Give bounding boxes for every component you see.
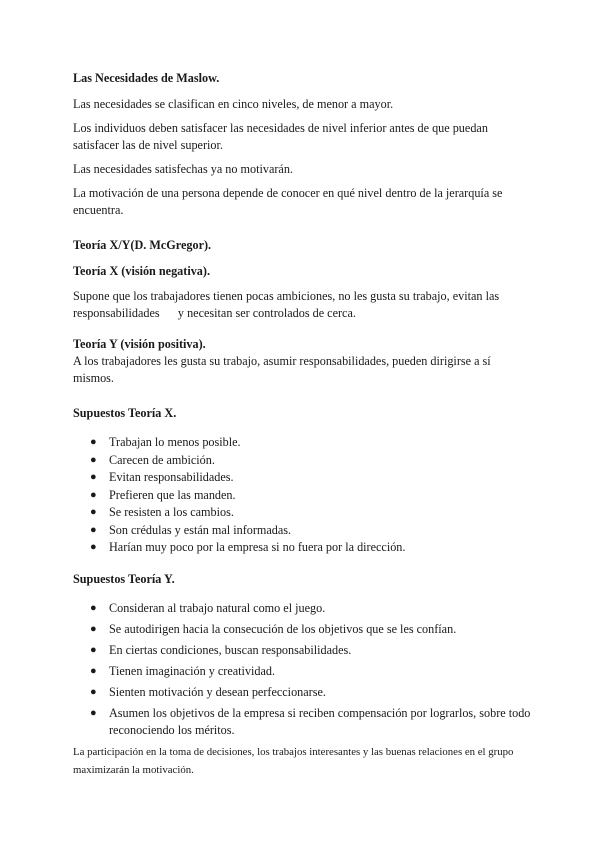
- list-item: [73, 487, 533, 504]
- list-item: [73, 434, 533, 451]
- assumptions-x-heading: Supuestos Teoría X.: [73, 406, 177, 420]
- bullet-icon: ●: [90, 623, 97, 635]
- list-item: [73, 621, 533, 638]
- list-item-text: Sienten motivación y desean perfeccionarse.: [109, 685, 326, 699]
- theory-x-text: Supone que los trabajadores tienen pocas ambiciones, no les gusta su trabajo, evitan las responsabilidades y necesitan ser controlados de cerca.: [73, 289, 503, 320]
- list-item: [73, 684, 533, 701]
- list-item: [73, 600, 533, 617]
- theory-x-heading: Teoría X (visión negativa).: [73, 264, 210, 278]
- list-item: [73, 663, 533, 680]
- list-item-text: Asumen los objetivos de la empresa si reciben compensación por lograrlos, sobre todo reconociendo los méritos.: [109, 706, 531, 737]
- list-item-text: Evitan responsabilidades.: [109, 470, 234, 484]
- maslow-heading: Las Necesidades de Maslow.: [73, 71, 220, 85]
- list-item-text: Harían muy poco por la empresa si no fuera por la dirección.: [109, 540, 406, 554]
- list-item: [73, 469, 533, 486]
- maslow-paragraph: Los individuos deben satisfacer las necesidades de nivel inferior antes de que puedan satisfacer las de nivel superior.: [73, 121, 488, 152]
- list-item-text: En ciertas condiciones, buscan responsabilidades.: [109, 643, 352, 657]
- maslow-paragraph: Las necesidades se clasifican en cinco niveles, de menor a mayor.: [73, 97, 394, 111]
- list-item: [73, 504, 533, 521]
- bullet-icon: ●: [90, 686, 97, 698]
- list-item-text: Consideran al trabajo natural como el juego.: [109, 601, 326, 615]
- bullet-icon: ●: [90, 488, 97, 501]
- theory-xy-heading: Teoría X/Y(D. McGregor).: [73, 238, 212, 252]
- list-item: [73, 642, 533, 659]
- bullet-icon: ●: [90, 453, 97, 466]
- bullet-icon: ●: [90, 644, 97, 656]
- theory-y-text: A los trabajadores les gusta su trabajo, asumir responsabilidades, pueden dirigirse a sí mismos.: [73, 354, 491, 385]
- bullet-icon: ●: [90, 602, 97, 614]
- bullet-icon: ●: [90, 506, 97, 518]
- document-page: [73, 70, 533, 779]
- bullet-icon: ●: [90, 707, 97, 719]
- list-item: [73, 452, 533, 469]
- list-item-text: Se resisten a los cambios.: [109, 505, 234, 519]
- list-item-text: Se autodirigen hacia la consecución de los objetivos que se les confían.: [109, 622, 457, 636]
- list-item-text: Son crédulas y están mal informadas.: [109, 522, 292, 537]
- list-item-text: Tienen imaginación y creatividad.: [109, 664, 276, 678]
- list-item: [73, 522, 533, 539]
- assumptions-y-heading: Supuestos Teoría Y.: [73, 572, 175, 586]
- bullet-icon: ●: [90, 665, 97, 677]
- bullet-icon: ●: [90, 436, 97, 448]
- list-item-text: Prefieren que las manden.: [109, 487, 236, 502]
- list-item-text: Trabajan lo menos posible.: [109, 435, 241, 449]
- bullet-icon: ●: [90, 541, 97, 553]
- list-item: [73, 539, 533, 556]
- maslow-paragraph: Las necesidades satisfechas ya no motivarán.: [73, 162, 293, 176]
- theory-y-heading: Teoría Y (visión positiva).: [73, 337, 206, 351]
- conclusion-text: La participación en la toma de decisiones, los trabajos interesantes y las buenas relaciones en el grupo maximizarán la motivación.: [73, 746, 514, 776]
- bullet-icon: ●: [90, 523, 97, 536]
- bullet-icon: ●: [90, 471, 97, 483]
- list-item: [73, 705, 533, 739]
- maslow-paragraph: La motivación de una persona depende de conocer en qué nivel dentro de la jerarquía se encuentra.: [73, 186, 503, 217]
- assumptions-x-list: [73, 434, 533, 556]
- list-item-text: Carecen de ambición.: [109, 452, 215, 467]
- assumptions-y-list: [73, 600, 533, 739]
